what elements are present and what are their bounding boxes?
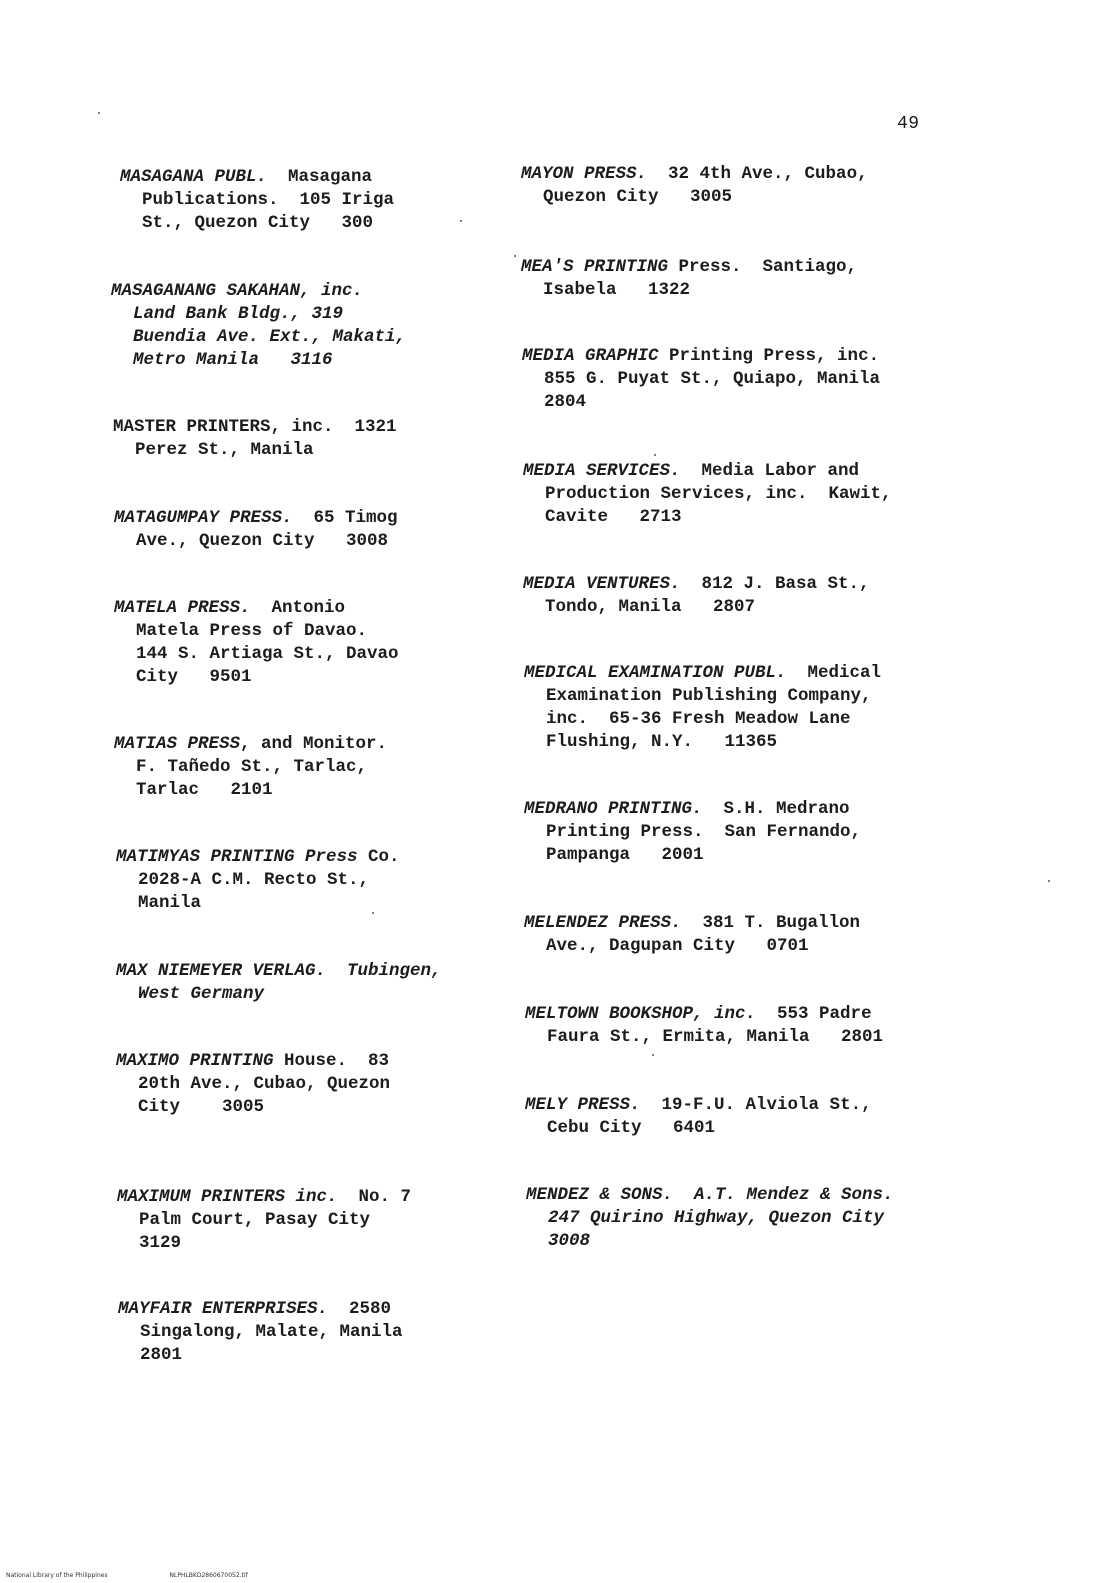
entry-detail-line — [116, 869, 400, 892]
directory-entry — [521, 256, 857, 302]
entry-name-text: MELY PRESS. — [525, 1095, 641, 1115]
entry-text: 2804 — [544, 392, 587, 412]
entry-detail-line — [524, 844, 861, 867]
entry-text: 3129 — [139, 1233, 182, 1253]
entry-text: Cebu City 6401 — [547, 1118, 716, 1138]
entry-heading-line — [113, 416, 397, 439]
entry-heading-line — [524, 912, 860, 935]
entry-text: 19-F.U. Alviola St., — [640, 1095, 872, 1115]
entry-text: Publications. 105 Iriga — [142, 190, 395, 210]
entry-name-text: Land Bank Bldg., 319 — [133, 304, 344, 324]
directory-entry — [526, 1184, 894, 1253]
entry-text: Pampanga 2001 — [546, 845, 704, 865]
entry-text: 65 Timog — [292, 508, 398, 528]
entry-text: Isabela 1322 — [543, 280, 691, 300]
footer-file-id: NLPHLBKD2860670052.tif — [169, 1572, 248, 1579]
directory-entry — [521, 163, 868, 209]
entry-text: Production Services, inc. Kawit, — [545, 484, 892, 504]
entry-text: Tondo, Manila 2807 — [545, 597, 756, 617]
entry-detail-line — [524, 821, 861, 844]
directory-entry — [525, 1003, 883, 1049]
entry-heading-line — [116, 846, 400, 869]
directory-entry — [114, 507, 398, 553]
directory-entry — [114, 597, 399, 689]
entry-text: Faura St., Ermita, Manila 2801 — [547, 1027, 884, 1047]
scan-speck — [514, 255, 516, 257]
entry-heading-line — [525, 1094, 872, 1117]
entry-text: Printing Press. San Fernando, — [546, 822, 862, 842]
entry-name-text: MEDICAL EXAMINATION PUBL. — [524, 663, 787, 683]
entry-text: 855 G. Puyat St., Quiapo, Manila — [544, 369, 881, 389]
entry-detail-line — [116, 1096, 390, 1119]
entry-text: Antonio — [250, 598, 346, 618]
entry-detail-line — [116, 1073, 390, 1096]
entry-detail-line — [111, 349, 406, 372]
entry-detail-line — [521, 186, 868, 209]
entry-detail-line — [523, 596, 870, 619]
entry-heading-line — [116, 1050, 390, 1073]
entry-text: Manila — [138, 893, 202, 913]
entry-detail-line — [114, 756, 387, 779]
entry-heading-line — [114, 597, 399, 620]
entry-name-text: MAXIMUM PRINTERS inc. — [117, 1187, 338, 1207]
entry-detail-line — [114, 666, 399, 689]
entry-detail-line — [526, 1207, 894, 1230]
entry-heading-line — [118, 1298, 403, 1321]
entry-text: 20th Ave., Cubao, Quezon — [138, 1074, 391, 1094]
entry-text: 2801 — [140, 1345, 183, 1365]
entry-name-text: MAX NIEMEYER VERLAG. Tubingen, — [116, 961, 442, 981]
entry-heading-line — [114, 733, 387, 756]
entry-detail-line — [116, 983, 442, 1006]
entry-detail-line — [524, 935, 860, 958]
entry-text: Quezon City 3005 — [543, 187, 733, 207]
entry-detail-line — [114, 779, 387, 802]
entry-text: Tarlac 2101 — [136, 780, 273, 800]
entry-detail-line — [118, 1344, 403, 1367]
entry-name-text: MATAGUMPAY PRESS. — [114, 508, 293, 528]
scan-speck — [652, 1054, 654, 1056]
page-number: 49 — [897, 114, 920, 134]
entry-text: Cavite 2713 — [545, 507, 682, 527]
entry-text: 32 4th Ave., Cubao, — [647, 164, 868, 184]
entry-detail-line — [114, 643, 399, 666]
entry-name-text: MELENDEZ PRESS. — [524, 913, 682, 933]
entry-text: 2580 — [328, 1299, 392, 1319]
scan-speck — [1048, 880, 1050, 882]
entry-text: 812 J. Basa St., — [680, 574, 870, 594]
entry-text: Media Labor and — [680, 461, 860, 481]
directory-entry — [524, 798, 861, 867]
scan-speck — [98, 112, 100, 114]
entry-text: Perez St., Manila — [135, 440, 314, 460]
entry-heading-line — [523, 573, 870, 596]
entry-heading-line — [522, 345, 880, 368]
entry-text: City 3005 — [138, 1097, 265, 1117]
entry-text: House. 83 — [273, 1051, 390, 1071]
entry-text: St., Quezon City 300 — [142, 213, 374, 233]
directory-entry — [523, 460, 892, 529]
entry-name-text: MAXIMO PRINTING — [116, 1051, 274, 1071]
entry-text: Flushing, N.Y. 11365 — [546, 732, 778, 752]
entry-text: Examination Publishing Company, — [546, 686, 872, 706]
entry-detail-line — [114, 530, 398, 553]
entry-text: 2028-A C.M. Recto St., — [138, 870, 370, 890]
entry-name-text: MEDIA VENTURES. — [523, 574, 681, 594]
entry-text: Medical — [786, 663, 882, 683]
entry-text: Ave., Dagupan City 0701 — [546, 936, 809, 956]
entry-text: Ave., Quezon City 3008 — [136, 531, 389, 551]
directory-entry — [522, 345, 880, 414]
entry-name-text: 3008 — [548, 1231, 591, 1251]
directory-entry — [114, 733, 387, 802]
entry-heading-line — [526, 1184, 894, 1207]
entry-text: Printing Press, inc. — [658, 346, 880, 366]
entry-detail-line — [117, 1232, 411, 1255]
entry-detail-line — [117, 1209, 411, 1232]
directory-entry — [120, 166, 394, 235]
entry-detail-line — [524, 731, 881, 754]
entry-text: inc. 65-36 Fresh Meadow Lane — [546, 709, 851, 729]
directory-entry — [116, 960, 442, 1006]
entry-heading-line — [120, 166, 394, 189]
directory-entry — [118, 1298, 403, 1367]
entry-name-text: MAYON PRESS. — [521, 164, 648, 184]
entry-name-text: MEDIA SERVICES. — [523, 461, 681, 481]
entry-detail-line — [118, 1321, 403, 1344]
entry-text: Co. — [357, 847, 400, 867]
entry-name-text: MASAGANANG SAKAHAN, inc. — [111, 281, 364, 301]
entry-detail-line — [116, 892, 400, 915]
entry-text: Masagana — [267, 167, 373, 187]
entry-name-text: MATIMYAS PRINTING Press — [116, 847, 358, 867]
entry-detail-line — [525, 1026, 883, 1049]
entry-heading-line — [521, 256, 857, 279]
entry-name-text: MAYFAIR ENTERPRISES. — [118, 1299, 329, 1319]
entry-heading-line — [117, 1186, 411, 1209]
footer-library: National Library of the Philippines — [6, 1572, 108, 1579]
entry-detail-line — [114, 620, 399, 643]
entry-name-text: MEDRANO PRINTING. — [524, 799, 703, 819]
entry-text: Singalong, Malate, Manila — [140, 1322, 403, 1342]
entry-detail-line — [523, 483, 892, 506]
directory-entry — [116, 846, 400, 915]
scan-footer — [6, 1572, 308, 1579]
entry-detail-line — [524, 685, 881, 708]
entry-name-text: MATELA PRESS. — [114, 598, 251, 618]
entry-text: F. Tañedo St., Tarlac, — [136, 757, 368, 777]
entry-text: MASTER PRINTERS, inc. 1321 — [113, 417, 397, 437]
directory-entry — [117, 1186, 411, 1255]
entry-text: Palm Court, Pasay City — [139, 1210, 371, 1230]
directory-entry — [111, 280, 406, 372]
entry-heading-line — [114, 507, 398, 530]
entry-text: 144 S. Artiaga St., Davao — [136, 644, 399, 664]
directory-entry — [116, 1050, 390, 1119]
entry-text: 553 Padre — [756, 1004, 872, 1024]
entry-name-text: West Germany — [138, 984, 265, 1004]
entry-detail-line — [522, 391, 880, 414]
entry-text: Matela Press of Davao. — [136, 621, 368, 641]
entry-detail-line — [113, 439, 397, 462]
entry-heading-line — [523, 460, 892, 483]
directory-entry — [524, 662, 881, 754]
entry-text: City 9501 — [136, 667, 252, 687]
entry-name-text: MEA'S PRINTING — [521, 257, 669, 277]
entry-detail-line — [120, 212, 394, 235]
entry-detail-line — [524, 708, 881, 731]
entry-heading-line — [116, 960, 442, 983]
entry-heading-line — [111, 280, 406, 303]
entry-detail-line — [111, 303, 406, 326]
entry-name-text: MELTOWN BOOKSHOP, inc. — [525, 1004, 757, 1024]
entry-text: 381 T. Bugallon — [681, 913, 861, 933]
entry-text: Press. Santiago, — [668, 257, 858, 277]
entry-detail-line — [111, 326, 406, 349]
entry-heading-line — [524, 798, 861, 821]
entry-name-text: MASAGANA PUBL. — [120, 167, 268, 187]
entry-name-text: Metro Manila 3116 — [133, 350, 333, 370]
directory-entry — [523, 573, 870, 619]
entry-name-text: MEDIA GRAPHIC — [522, 346, 659, 366]
entry-heading-line — [525, 1003, 883, 1026]
entry-name-text: MENDEZ & SONS. A.T. Mendez & Sons. — [526, 1185, 894, 1205]
entry-heading-line — [524, 662, 881, 685]
entry-detail-line — [521, 279, 857, 302]
entry-text: , and Monitor. — [240, 734, 388, 754]
entry-heading-line — [521, 163, 868, 186]
entry-detail-line — [525, 1117, 872, 1140]
scan-speck — [372, 912, 374, 914]
entry-name-text: 247 Quirino Highway, Quezon City — [548, 1208, 885, 1228]
entry-text: No. 7 — [337, 1187, 412, 1207]
entry-name-text: Buendia Ave. Ext., Makati, — [133, 327, 407, 347]
scan-speck — [460, 220, 462, 222]
directory-entry — [524, 912, 860, 958]
entry-detail-line — [523, 506, 892, 529]
directory-entry — [113, 416, 397, 462]
entry-detail-line — [522, 368, 880, 391]
entry-detail-line — [120, 189, 394, 212]
scan-speck — [654, 454, 656, 456]
entry-name-text: MATIAS PRESS — [114, 734, 241, 754]
entry-detail-line — [526, 1230, 894, 1253]
entry-text: S.H. Medrano — [702, 799, 850, 819]
directory-entry — [525, 1094, 872, 1140]
